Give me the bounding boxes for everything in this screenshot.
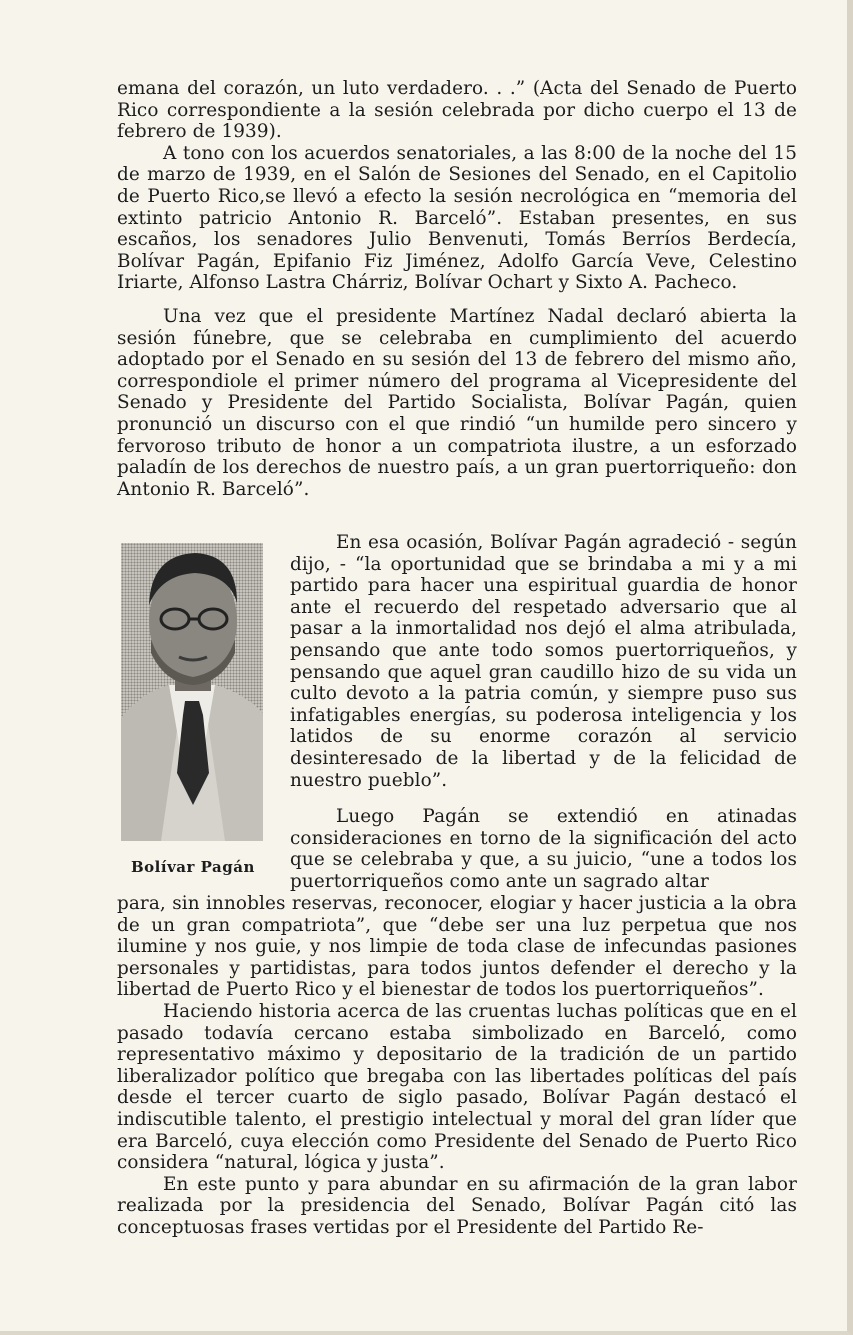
paragraph-6: Haciendo historia acerca de las cruentas luchas políticas que en el pasado todavía cercano estaba simbolizado en Barceló, como representativo máximo y depositario de la tradición de un partido liberalizador político que bregaba con las libertades políticas del país desde el tercer cuarto de siglo pasado, Bolívar Pagán destacó el indiscutible talento, el prestigio intelectual y moral del gran líder que era Barceló, cuya elección como Presidente del Senado de Puerto Rico considera “natural, lógica y justa”. (117, 1000, 797, 1174)
portrait-photo (121, 543, 263, 841)
portrait-figure-icon (121, 543, 263, 841)
paragraph-5-end: para, sin innobles reservas, reconocer, elogiar y hacer justicia a la obra de un gran compatriota”, que “debe ser una luz perpetua que nos ilumine y nos guie, y nos limpie de toda clase de infecundas pasiones personales y partidistas, para todos juntos defender el derecho y la libertad de Puerto Rico y el bienestar de todos los puertorriqueños”. (117, 893, 797, 1001)
paragraph-1: emana del corazón, un luto verdadero. . .” (Acta del Senado de Puerto Rico correspondiente a la sesión celebrada por dicho cuerpo el 13 de febrero de 1939). (117, 78, 797, 143)
photo-caption: Bolívar Pagán (131, 858, 255, 876)
paragraph-2: A tono con los acuerdos senatoriales, a las 8:00 de la noche del 15 de marzo de 1939, en el Salón de Sesiones del Senado, en el Capitolio de Puerto Rico,se llevó a efecto la sesión necrológica en “memoria del extinto patricio Antonio R. Barceló”. Estaban presentes, en sus escaños, los senadores Julio Benvenuti, Tomás Berríos Berdecía, Bolívar Pagán, Epifanio Fiz Jiménez, Adolfo García Veve, Celestino Iriarte, Alfonso Lastra Chárriz, Bolívar Ochart y Sixto A. Pacheco. (117, 142, 797, 294)
paragraph-3: Una vez que el presidente Martínez Nadal declaró abierta la sesión fúnebre, que se celebraba en cumplimiento del acuerdo adoptado por el Senado en su sesión del 13 de febrero del mismo año, correspondiole el primer número del programa al Vicepresidente del Senado y Presidente del Partido Socialista, Bolívar Pagán, quien pronunció un discurso con el que rindió “un humilde pero sincero y fervoroso tributo de honor a un compatriota ilustre, a un esforzado paladín de los derechos de nuestro país, a un gran puertorriqueño: don Antonio R. Barceló”. (117, 305, 797, 500)
text-block-beside-photo (290, 532, 797, 791)
paragraph-5-start: Luego Pagán se extendió en atinadas consideraciones en torno de la significación del acto que se celebraba y que, a su juicio, “une a todos los puertorriqueños como ante un sagrado altar (290, 806, 797, 892)
text-block-beside-photo-2 (290, 806, 797, 892)
paragraph-7: En este punto y para abundar en su afirmación de la gran labor realizada por la presidencia del Senado, Bolívar Pagán citó las conceptuosas frases vertidas por el Presidente del Partido Re- (117, 1173, 797, 1238)
text-block-top (117, 78, 797, 500)
text-block-bottom (117, 893, 797, 1239)
paragraph-4: En esa ocasión, Bolívar Pagán agradeció - según dijo, - “la oportunidad que se brindaba a mi y a mi partido para hacer una espiritual guardia de honor ante el recuerdo del respetado adversario que al pasar a la inmortalidad nos dejó el alma atribulada, pensando que ante todo somos puertorriqueños, y pensando que aquel gran caudillo hizo de su vida un culto devoto a la patria común, y siempre puso sus infatigables energías, su poderosa inteligencia y los latidos de su enorme corazón al servicio desinteresado de la libertad y de la felicidad de nuestro pueblo”. (290, 532, 797, 791)
